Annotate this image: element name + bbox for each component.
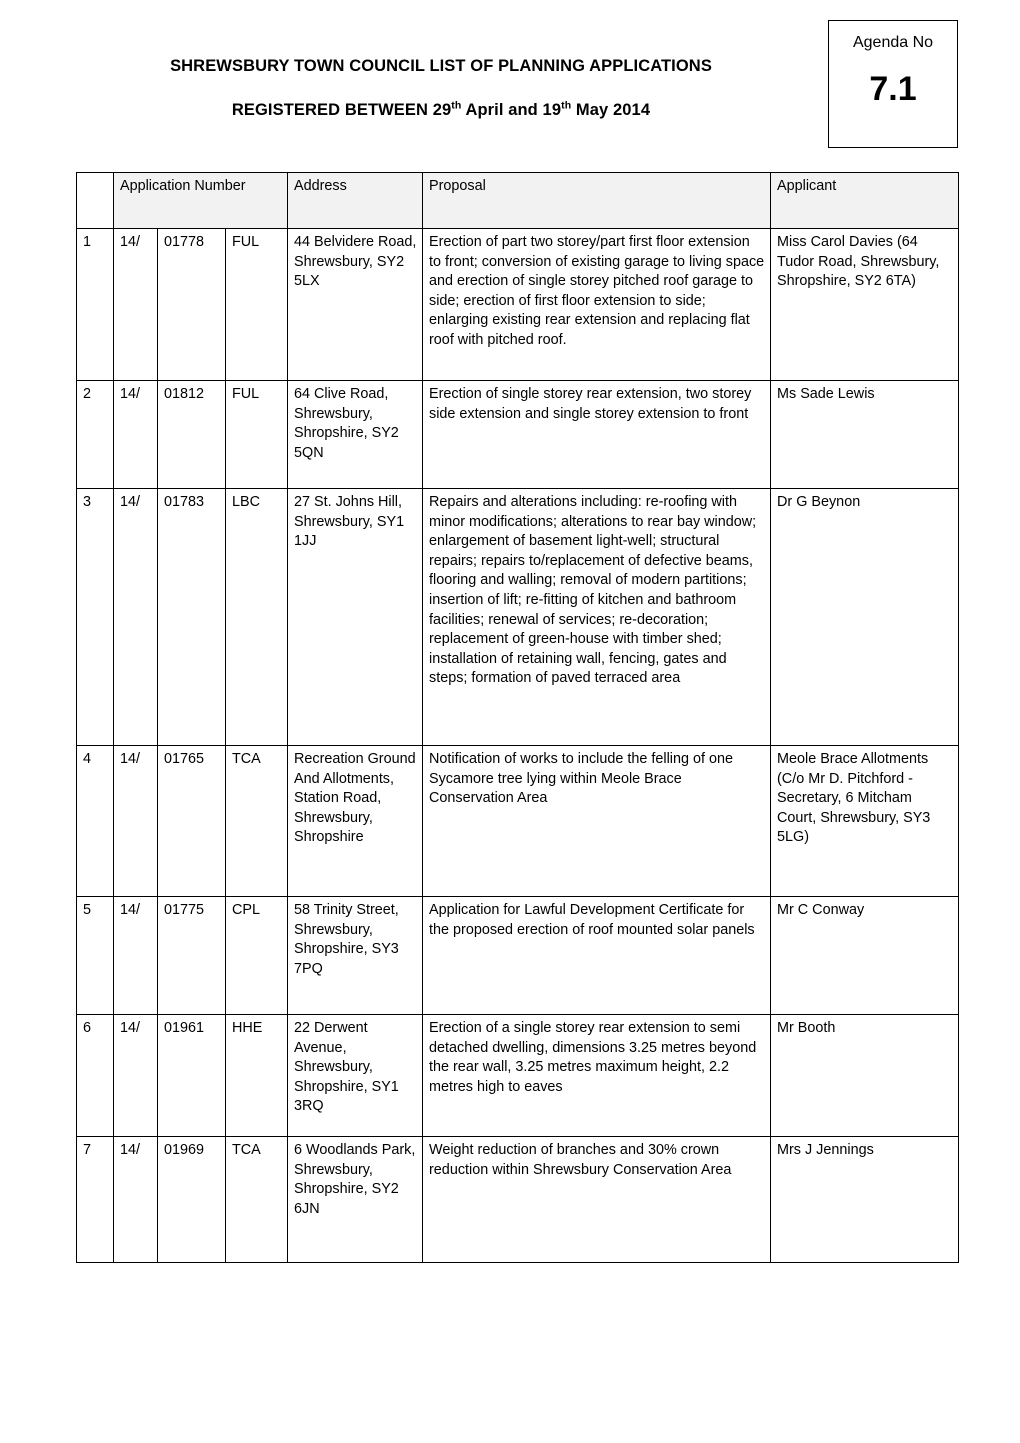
row-number: 2 <box>77 381 114 489</box>
application-applicant: Mr C Conway <box>771 897 959 1015</box>
application-applicant: Dr G Beynon <box>771 489 959 746</box>
column-header-proposal: Proposal <box>423 173 771 229</box>
application-year: 14/ <box>114 381 158 489</box>
application-applicant: Meole Brace Allotments (C/o Mr D. Pitchford - Secretary, 6 Mitcham Court, Shrewsbury, SY3 5LG) <box>771 746 959 897</box>
application-proposal: Application for Lawful Development Certificate for the proposed erection of roof mounted solar panels <box>423 897 771 1015</box>
agenda-no-label: Agenda No <box>852 34 934 51</box>
application-type-code: FUL <box>226 381 288 489</box>
row-number: 4 <box>77 746 114 897</box>
row-number: 7 <box>77 1137 114 1263</box>
row-number: 3 <box>77 489 114 746</box>
application-address: Recreation Ground And Allotments, Station Road, Shrewsbury, Shropshire <box>288 746 423 897</box>
document-title-block <box>60 55 822 121</box>
title-line-2-ordinal-2: th <box>561 99 572 112</box>
application-reference: 01783 <box>158 489 226 746</box>
application-reference: 01765 <box>158 746 226 897</box>
application-type-code: TCA <box>226 746 288 897</box>
application-year: 14/ <box>114 229 158 381</box>
application-address: 64 Clive Road, Shrewsbury, Shropshire, SY2 5QN <box>288 381 423 489</box>
application-reference: 01961 <box>158 1015 226 1137</box>
row-number: 6 <box>77 1015 114 1137</box>
application-applicant: Ms Sade Lewis <box>771 381 959 489</box>
table-row <box>77 746 959 897</box>
title-line-2-prefix: REGISTERED BETWEEN 29 <box>231 101 452 119</box>
document-title-line-2 <box>60 99 822 121</box>
application-applicant: Mrs J Jennings <box>771 1137 959 1263</box>
row-number: 1 <box>77 229 114 381</box>
application-address: 58 Trinity Street, Shrewsbury, Shropshire, SY3 7PQ <box>288 897 423 1015</box>
table-body <box>77 229 959 1263</box>
application-type-code: LBC <box>226 489 288 746</box>
application-proposal: Repairs and alterations including: re-roofing with minor modifications; alterations to rear bay window; enlargement of basement light-well; structural repairs; repairs to/replacement of defective beams, flooring and walling; removal of modern partitions; insertion of lift; re-fitting of kitchen and bathroom facilities; renewal of services; re-decoration; replacement of green-house with timber shed; installation of retaining wall, fencing, gates and steps; formation of paved terraced area <box>423 489 771 746</box>
row-number: 5 <box>77 897 114 1015</box>
application-reference: 01775 <box>158 897 226 1015</box>
column-header-application-number: Application Number <box>114 173 288 229</box>
table-header-row <box>77 173 959 229</box>
table-row <box>77 1137 959 1263</box>
table-row <box>77 897 959 1015</box>
document-title-line-1: SHREWSBURY TOWN COUNCIL LIST OF PLANNING APPLICATIONS <box>170 57 712 75</box>
application-year: 14/ <box>114 489 158 746</box>
application-reference: 01778 <box>158 229 226 381</box>
application-year: 14/ <box>114 746 158 897</box>
application-type-code: HHE <box>226 1015 288 1137</box>
application-applicant: Mr Booth <box>771 1015 959 1137</box>
application-address: 6 Woodlands Park, Shrewsbury, Shropshire, SY2 6JN <box>288 1137 423 1263</box>
application-type-code: CPL <box>226 897 288 1015</box>
title-line-2-suffix: May 2014 <box>571 101 651 119</box>
application-year: 14/ <box>114 1015 158 1137</box>
title-line-2-middle: April and 19 <box>461 101 562 119</box>
application-type-code: FUL <box>226 229 288 381</box>
application-proposal: Erection of part two storey/part first floor extension to front; conversion of existing garage to living space and erection of single storey pitched roof garage to side; erection of first floor extension to side; enlarging existing rear extension and replacing flat roof with pitched roof. <box>423 229 771 381</box>
application-reference: 01812 <box>158 381 226 489</box>
application-applicant: Miss Carol Davies (64 Tudor Road, Shrewsbury, Shropshire, SY2 6TA) <box>771 229 959 381</box>
table-row <box>77 381 959 489</box>
application-year: 14/ <box>114 897 158 1015</box>
application-proposal: Notification of works to include the felling of one Sycamore tree lying within Meole Brace Conservation Area <box>423 746 771 897</box>
planning-applications-table <box>76 172 959 1263</box>
application-address: 22 Derwent Avenue, Shrewsbury, Shropshire, SY1 3RQ <box>288 1015 423 1137</box>
application-type-code: TCA <box>226 1137 288 1263</box>
application-address: 44 Belvidere Road, Shrewsbury, SY2 5LX <box>288 229 423 381</box>
application-proposal: Erection of single storey rear extension, two storey side extension and single storey extension to front <box>423 381 771 489</box>
table-row <box>77 1015 959 1137</box>
table-header <box>77 173 959 229</box>
column-header-address: Address <box>288 173 423 229</box>
document-header <box>0 0 1020 160</box>
application-reference: 01969 <box>158 1137 226 1263</box>
application-year: 14/ <box>114 1137 158 1263</box>
agenda-number-box <box>828 20 958 148</box>
agenda-no-value: 7.1 <box>869 70 917 108</box>
column-header-rownum <box>77 173 114 229</box>
title-line-2-ordinal-1: th <box>451 99 462 112</box>
table-row <box>77 229 959 381</box>
table-row <box>77 489 959 746</box>
application-address: 27 St. Johns Hill, Shrewsbury, SY1 1JJ <box>288 489 423 746</box>
column-header-applicant: Applicant <box>771 173 959 229</box>
application-proposal: Weight reduction of branches and 30% crown reduction within Shrewsbury Conservation Area <box>423 1137 771 1263</box>
application-proposal: Erection of a single storey rear extension to semi detached dwelling, dimensions 3.25 metres beyond the rear wall, 3.25 metres maximum height, 2.2 metres high to eaves <box>423 1015 771 1137</box>
